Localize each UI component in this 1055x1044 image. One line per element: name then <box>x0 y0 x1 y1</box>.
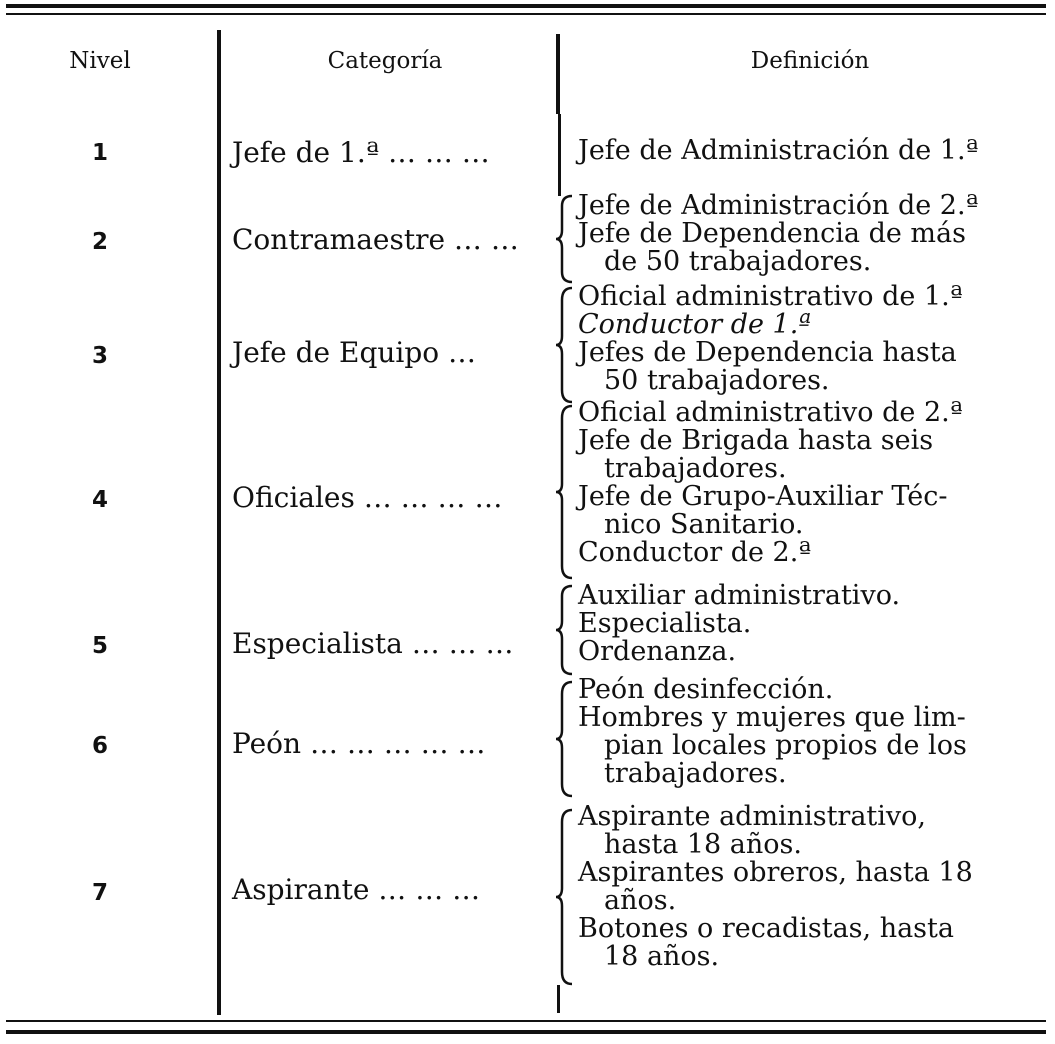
row-5-def-line: Ordenanza. <box>578 636 737 667</box>
top-rule-outer <box>6 4 1046 8</box>
row-3-def-line: Jefes de Dependencia hasta <box>578 337 957 368</box>
row-3-categoria: Jefe de Equipo … <box>232 336 477 369</box>
row-5-categoria: Especialista … … … <box>232 627 514 660</box>
row-1-def-line: Jefe de Administración de 1.ª <box>578 135 979 166</box>
row-4-nivel: 4 <box>91 487 108 513</box>
row-7-def-line: Aspirantes obreros, hasta 18 <box>578 857 973 888</box>
row-6-brace <box>556 680 574 798</box>
row-7-nivel: 7 <box>91 880 108 906</box>
row-4-def-line: Jefe de Brigada hasta seis <box>578 425 934 456</box>
row-2-brace <box>556 194 574 284</box>
row-7-def-line: 18 años. <box>604 941 720 972</box>
row-3-definicion <box>578 283 1048 395</box>
row-3-def-line: 50 trabajadores. <box>604 365 830 396</box>
bottom-rule-inner <box>6 1030 1046 1034</box>
row-2-nivel: 2 <box>91 229 108 255</box>
header-definicion: Definición <box>750 48 870 74</box>
row-1-nivel: 1 <box>91 140 108 166</box>
row-4-definicion <box>578 399 1048 567</box>
row-5-def-line: Auxiliar administrativo. <box>578 580 901 611</box>
row-6-def-line: pian locales propios de los <box>604 730 967 761</box>
row-5-nivel: 5 <box>91 633 108 659</box>
row-5-brace <box>556 584 574 676</box>
row-4-def-line: nico Sanitario. <box>604 509 804 540</box>
row-5-def-line: Especialista. <box>578 608 752 639</box>
row-4-def-line: Oficial administrativo de 2.ª <box>578 397 963 428</box>
row-7-brace <box>556 808 574 986</box>
row-1-definicion <box>578 137 1048 165</box>
row-6-definicion <box>578 676 1048 788</box>
row-4-def-line: Jefe de Grupo-Auxiliar Téc- <box>578 481 948 512</box>
row-7-def-line: Aspirante administrativo, <box>578 801 927 832</box>
row-4-brace <box>556 404 574 580</box>
row-2-categoria: Contramaestre … … <box>232 223 519 256</box>
row-3-def-line: Conductor de 1.ª <box>578 309 812 340</box>
column-separator-2-bottom <box>557 985 560 1013</box>
bottom-rule-outer <box>6 1020 1046 1022</box>
row-2-definicion <box>578 192 1048 276</box>
row-2-def-line: Jefe de Dependencia de más <box>578 218 966 249</box>
row-4-def-line: Conductor de 2.ª <box>578 537 812 568</box>
column-separator-2 <box>556 34 560 114</box>
row-4-categoria: Oficiales … … … … <box>232 481 503 514</box>
row-5-definicion <box>578 582 1048 666</box>
row-6-nivel: 6 <box>91 733 108 759</box>
row-7-definicion <box>578 803 1048 971</box>
header-categoria: Categoría <box>327 48 443 74</box>
row-7-categoria: Aspirante … … … <box>232 873 481 906</box>
column-separator-2-top <box>558 114 561 196</box>
row-2-def-line: de 50 trabajadores. <box>604 246 872 277</box>
row-2-def-line: Jefe de Administración de 2.ª <box>578 190 979 221</box>
column-separator-1 <box>217 30 221 1015</box>
top-rule-inner <box>6 13 1046 15</box>
row-3-def-line: Oficial administrativo de 1.ª <box>578 281 963 312</box>
row-4-def-line: trabajadores. <box>604 453 787 484</box>
row-1-categoria: Jefe de 1.ª … … … <box>232 136 490 169</box>
row-6-def-line: Peón desinfección. <box>578 674 834 705</box>
row-6-def-line: trabajadores. <box>604 758 787 789</box>
row-3-brace <box>556 286 574 404</box>
row-7-def-line: Botones o recadistas, hasta <box>578 913 954 944</box>
row-7-def-line: años. <box>604 885 677 916</box>
row-6-categoria: Peón … … … … … <box>232 727 486 760</box>
row-6-def-line: Hombres y mujeres que lim- <box>578 702 966 733</box>
header-nivel: Nivel <box>69 48 131 74</box>
row-3-nivel: 3 <box>91 343 108 369</box>
row-7-def-line: hasta 18 años. <box>604 829 802 860</box>
